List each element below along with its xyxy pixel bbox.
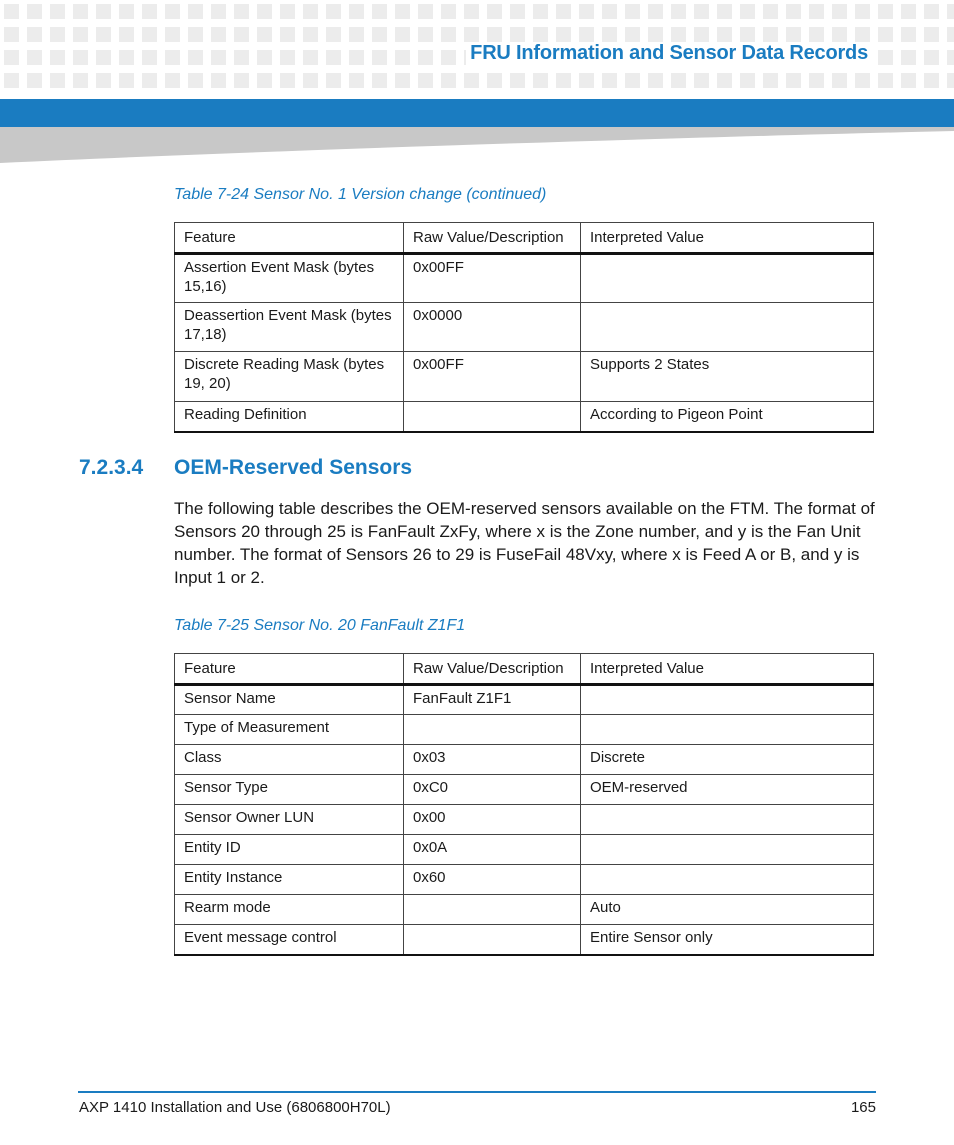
table2-header-feature: Feature — [175, 654, 404, 685]
grid-cell — [418, 27, 433, 42]
table1-header-interpreted: Interpreted Value — [581, 223, 874, 254]
table-cell: Event message control — [175, 925, 404, 955]
grid-cell — [119, 50, 134, 65]
grid-cell — [832, 73, 847, 88]
grid-cell — [372, 4, 387, 19]
grid-cell — [4, 4, 19, 19]
table-cell: Deassertion Event Mask (bytes 17,18) — [175, 303, 404, 352]
grid-cell — [579, 73, 594, 88]
table-cell — [404, 895, 581, 925]
header-gray-swoosh — [0, 127, 954, 163]
grid-cell — [50, 27, 65, 42]
table2-header-interpreted: Interpreted Value — [581, 654, 874, 685]
grid-cell — [280, 73, 295, 88]
table-cell: Assertion Event Mask (bytes 15,16) — [175, 254, 404, 303]
grid-cell — [579, 27, 594, 42]
footer-document-title: AXP 1410 Installation and Use (6806800H70L) — [79, 1099, 391, 1116]
grid-cell — [556, 73, 571, 88]
grid-cell — [257, 27, 272, 42]
grid-cell — [73, 27, 88, 42]
footer-divider — [78, 1091, 876, 1093]
grid-cell — [395, 50, 410, 65]
grid-cell — [786, 27, 801, 42]
grid-cell — [786, 4, 801, 19]
grid-cell — [855, 4, 870, 19]
table-cell: Reading Definition — [175, 402, 404, 432]
table-cell: Type of Measurement — [175, 715, 404, 745]
grid-cell — [4, 73, 19, 88]
table2-header-row — [175, 654, 874, 685]
table-cell: Supports 2 States — [581, 352, 874, 402]
grid-cell — [73, 4, 88, 19]
grid-cell — [349, 50, 364, 65]
grid-cell — [326, 50, 341, 65]
grid-cell — [395, 73, 410, 88]
table-row — [175, 303, 874, 352]
grid-cell — [901, 73, 916, 88]
grid-cell — [878, 4, 893, 19]
grid-cell — [349, 73, 364, 88]
grid-cell — [510, 4, 525, 19]
grid-cell — [648, 27, 663, 42]
table1-header-raw: Raw Value/Description — [404, 223, 581, 254]
grid-cell — [280, 50, 295, 65]
grid-cell — [579, 4, 594, 19]
grid-cell — [510, 27, 525, 42]
table1 — [174, 222, 874, 433]
grid-cell — [487, 27, 502, 42]
grid-cell — [947, 73, 954, 88]
grid-cell — [694, 4, 709, 19]
grid-cell — [142, 4, 157, 19]
grid-cell — [832, 27, 847, 42]
grid-cell — [349, 27, 364, 42]
grid-cell — [947, 27, 954, 42]
table-row — [175, 895, 874, 925]
table-cell: 0xC0 — [404, 775, 581, 805]
grid-cell — [188, 4, 203, 19]
grid-cell — [27, 50, 42, 65]
grid-cell — [464, 27, 479, 42]
grid-cell — [947, 4, 954, 19]
table-cell: 0x0A — [404, 835, 581, 865]
table-cell — [581, 805, 874, 835]
grid-cell — [878, 73, 893, 88]
grid-cell — [533, 27, 548, 42]
table-cell: 0x03 — [404, 745, 581, 775]
grid-cell — [418, 50, 433, 65]
table-cell: Sensor Owner LUN — [175, 805, 404, 835]
table-row — [175, 402, 874, 432]
table-cell: Entity Instance — [175, 865, 404, 895]
grid-cell — [303, 73, 318, 88]
grid-cell — [280, 4, 295, 19]
grid-cell — [303, 50, 318, 65]
table-cell: Entity ID — [175, 835, 404, 865]
grid-cell — [694, 27, 709, 42]
grid-cell — [119, 4, 134, 19]
grid-cell — [188, 27, 203, 42]
table1-header-feature: Feature — [175, 223, 404, 254]
table-cell: Discrete — [581, 745, 874, 775]
table2-header-raw: Raw Value/Description — [404, 654, 581, 685]
grid-cell — [27, 4, 42, 19]
table-cell — [581, 685, 874, 715]
grid-cell — [96, 4, 111, 19]
grid-cell — [73, 50, 88, 65]
grid-cell — [648, 73, 663, 88]
table-row — [175, 805, 874, 835]
table-cell: FanFault Z1F1 — [404, 685, 581, 715]
grid-cell — [188, 73, 203, 88]
grid-cell — [73, 73, 88, 88]
grid-cell — [418, 4, 433, 19]
table-cell — [581, 303, 874, 352]
table-cell: 0x00FF — [404, 352, 581, 402]
grid-cell — [349, 4, 364, 19]
grid-cell — [441, 4, 456, 19]
grid-cell — [257, 73, 272, 88]
running-header-title: FRU Information and Sensor Data Records — [466, 42, 872, 65]
table-cell: Sensor Type — [175, 775, 404, 805]
grid-cell — [326, 4, 341, 19]
grid-cell — [809, 73, 824, 88]
grid-cell — [602, 4, 617, 19]
table-cell — [581, 254, 874, 303]
grid-cell — [694, 73, 709, 88]
grid-cell — [96, 73, 111, 88]
table1-caption: Table 7-24 Sensor No. 1 Version change (continued) — [174, 186, 547, 203]
grid-cell — [947, 50, 954, 65]
grid-cell — [901, 27, 916, 42]
grid-cell — [165, 50, 180, 65]
table-cell: 0x0000 — [404, 303, 581, 352]
grid-cell — [211, 27, 226, 42]
grid-cell — [464, 73, 479, 88]
table-row — [175, 775, 874, 805]
grid-cell — [234, 50, 249, 65]
grid-cell — [27, 27, 42, 42]
grid-cell — [188, 50, 203, 65]
grid-cell — [740, 27, 755, 42]
grid-cell — [119, 27, 134, 42]
table-cell: Class — [175, 745, 404, 775]
grid-cell — [625, 4, 640, 19]
grid-cell — [625, 73, 640, 88]
table-cell: Rearm mode — [175, 895, 404, 925]
grid-cell — [487, 4, 502, 19]
grid-cell — [372, 73, 387, 88]
grid-cell — [740, 4, 755, 19]
grid-cell — [372, 27, 387, 42]
grid-cell — [855, 73, 870, 88]
grid-cell — [211, 4, 226, 19]
grid-cell — [464, 4, 479, 19]
table-cell: According to Pigeon Point — [581, 402, 874, 432]
table-cell: 0x60 — [404, 865, 581, 895]
grid-cell — [901, 4, 916, 19]
grid-cell — [625, 27, 640, 42]
grid-cell — [234, 27, 249, 42]
grid-cell — [763, 4, 778, 19]
grid-cell — [717, 4, 732, 19]
grid-cell — [924, 50, 939, 65]
table-cell: 0x00 — [404, 805, 581, 835]
grid-cell — [165, 4, 180, 19]
table-row — [175, 685, 874, 715]
grid-cell — [441, 27, 456, 42]
table-cell: OEM-reserved — [581, 775, 874, 805]
grid-cell — [924, 4, 939, 19]
grid-cell — [50, 50, 65, 65]
table-cell — [404, 402, 581, 432]
table-cell — [581, 835, 874, 865]
grid-cell — [96, 27, 111, 42]
grid-cell — [671, 27, 686, 42]
grid-cell — [763, 73, 778, 88]
table-cell — [404, 715, 581, 745]
grid-cell — [303, 27, 318, 42]
table-cell — [404, 925, 581, 955]
grid-cell — [786, 73, 801, 88]
grid-cell — [142, 50, 157, 65]
grid-cell — [533, 73, 548, 88]
table-row — [175, 352, 874, 402]
grid-cell — [119, 73, 134, 88]
grid-cell — [326, 73, 341, 88]
table-row — [175, 835, 874, 865]
grid-cell — [257, 4, 272, 19]
grid-cell — [671, 73, 686, 88]
grid-cell — [211, 73, 226, 88]
grid-cell — [165, 73, 180, 88]
grid-cell — [901, 50, 916, 65]
grid-cell — [142, 27, 157, 42]
grid-cell — [418, 73, 433, 88]
table-cell: Auto — [581, 895, 874, 925]
grid-cell — [832, 4, 847, 19]
grid-cell — [4, 50, 19, 65]
grid-cell — [211, 50, 226, 65]
grid-cell — [96, 50, 111, 65]
grid-cell — [395, 27, 410, 42]
grid-cell — [924, 27, 939, 42]
grid-cell — [878, 27, 893, 42]
table-row — [175, 715, 874, 745]
grid-cell — [303, 4, 318, 19]
grid-cell — [717, 27, 732, 42]
grid-cell — [533, 4, 548, 19]
grid-cell — [648, 4, 663, 19]
grid-cell — [234, 73, 249, 88]
grid-cell — [280, 27, 295, 42]
grid-cell — [809, 27, 824, 42]
table-row — [175, 925, 874, 955]
table-cell: Discrete Reading Mask (bytes 19, 20) — [175, 352, 404, 402]
grid-cell — [372, 50, 387, 65]
grid-cell — [326, 27, 341, 42]
grid-cell — [602, 27, 617, 42]
footer-page-number: 165 — [850, 1099, 876, 1116]
grid-cell — [4, 27, 19, 42]
grid-cell — [441, 73, 456, 88]
table-row — [175, 865, 874, 895]
table1-header-row — [175, 223, 874, 254]
grid-cell — [27, 73, 42, 88]
grid-cell — [602, 73, 617, 88]
grid-cell — [671, 4, 686, 19]
table-cell: 0x00FF — [404, 254, 581, 303]
grid-cell — [165, 27, 180, 42]
grid-cell — [556, 4, 571, 19]
table-cell — [581, 865, 874, 895]
section-title: OEM-Reserved Sensors — [174, 456, 413, 479]
table2-caption: Table 7-25 Sensor No. 20 FanFault Z1F1 — [174, 617, 466, 634]
grid-cell — [487, 73, 502, 88]
grid-cell — [257, 50, 272, 65]
grid-cell — [878, 50, 893, 65]
table-row — [175, 254, 874, 303]
grid-cell — [924, 73, 939, 88]
grid-cell — [395, 4, 410, 19]
table-cell — [581, 715, 874, 745]
section-paragraph: The following table describes the OEM-reserved sensors available on the FTM. The format of Sensors 20 through 25 is FanFault ZxFy, where x is the Zone number, and y is the Fan Unit number. The format of Sensors 26 to 29 is FuseFail 48Vxy, where x is Feed A or B, and y is Input 1 or 2. — [174, 499, 875, 587]
grid-cell — [556, 27, 571, 42]
grid-cell — [740, 73, 755, 88]
grid-cell — [717, 73, 732, 88]
grid-cell — [234, 4, 249, 19]
grid-cell — [809, 4, 824, 19]
section-number: 7.2.3.4 — [79, 456, 144, 479]
table-cell: Sensor Name — [175, 685, 404, 715]
grid-cell — [441, 50, 456, 65]
table2 — [174, 653, 874, 956]
grid-cell — [50, 4, 65, 19]
header-blue-bar — [0, 99, 954, 127]
table-cell: Entire Sensor only — [581, 925, 874, 955]
grid-cell — [142, 73, 157, 88]
grid-cell — [855, 27, 870, 42]
grid-cell — [763, 27, 778, 42]
grid-cell — [510, 73, 525, 88]
grid-cell — [50, 73, 65, 88]
table-row — [175, 745, 874, 775]
